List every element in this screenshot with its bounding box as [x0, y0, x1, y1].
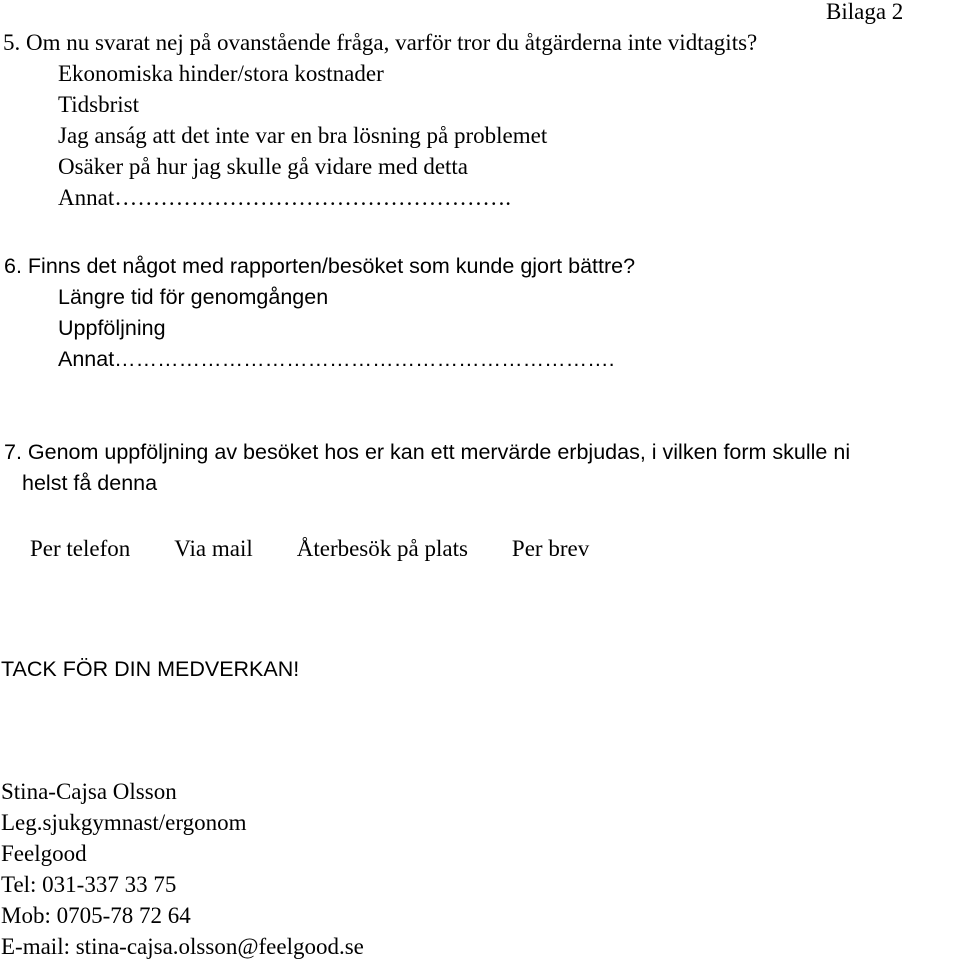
question-7-section	[0, 437, 850, 499]
contact-option-letter: Per brev	[511, 536, 590, 561]
contact-phone: Tel: 031-337 33 75	[1, 872, 177, 897]
question-6-option-other: Annat…………………………………………………………….	[58, 347, 615, 371]
contact-title: Leg.sjukgymnast/ergonom	[1, 810, 247, 835]
contact-name: Stina-Cajsa Olsson	[1, 779, 177, 804]
contact-option-phone: Per telefon	[30, 536, 131, 561]
question-5-text: 5. Om nu svarat nej på ovanstående fråga, varför tror du åtgärderna inte vidtagits?	[3, 30, 758, 55]
contact-mobile: Mob: 0705-78 72 64	[1, 903, 191, 928]
contact-option-mail: Via mail	[174, 536, 253, 561]
question-5-option-other: Annat…………………………………………….	[58, 185, 511, 210]
question-5-option: Jag anság att det inte var en bra lösning på problemet	[58, 123, 548, 148]
question-6-option: Längre tid för genomgången	[58, 285, 329, 309]
contact-signature	[1, 776, 364, 962]
question-5-section	[0, 27, 757, 213]
question-5-option: Ekonomiska hinder/stora kostnader	[58, 61, 384, 86]
question-6-text: 6. Finns det något med rapporten/besöket som kunde gjort bättre?	[4, 254, 636, 278]
question-7-text-continued: helst få denna	[22, 471, 158, 495]
question-5-option: Osäker på hur jag skulle gå vidare med detta	[58, 154, 469, 179]
question-6-section	[0, 251, 635, 375]
question-5-option: Tidsbrist	[58, 92, 139, 117]
thank-you-message: TACK FÖR DIN MEDVERKAN!	[1, 657, 300, 681]
contact-option-revisit: Återbesök på plats	[296, 536, 468, 561]
question-6-option: Uppföljning	[58, 316, 166, 340]
attachment-label: Bilaga 2	[826, 0, 904, 24]
contact-email: E-mail: stina-cajsa.olsson@feelgood.se	[1, 934, 364, 959]
question-7-text: 7. Genom uppföljning av besöket hos er kan ett mervärde erbjudas, i vilken form skulle ni	[4, 440, 851, 464]
contact-company: Feelgood	[1, 841, 87, 866]
contact-options-row	[30, 533, 589, 564]
